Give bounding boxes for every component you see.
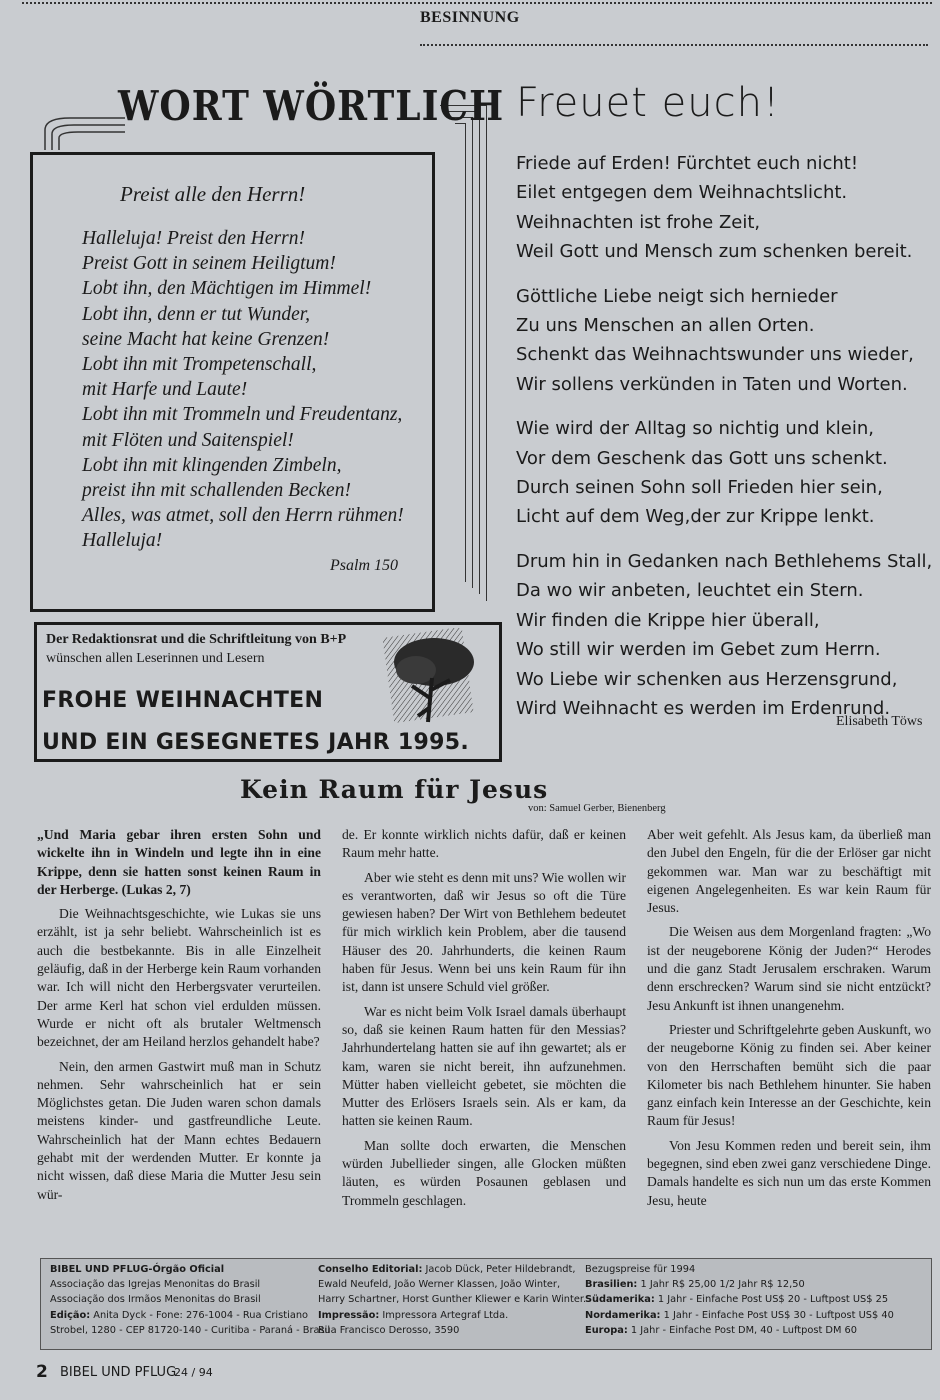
poem-line: Weil Gott und Mensch zum schenken bereit. [516,241,913,263]
imprint-line: Edição: Anita Dyck - Fone: 276-1004 - Rua Cristiano [50,1309,309,1321]
article-column-3 [647,826,931,1210]
imprint-line: Bezugspreise für 1994 [585,1264,696,1275]
imprint-line: Südamerika: 1 Jahr - Einfache Post US$ 20 - Luftpost US$ 25 [585,1294,889,1306]
imprint-line: Brasilien: 1 Jahr R$ 25,00 1/2 Jahr R$ 12,50 [585,1279,805,1291]
psalm-heading: Preist alle den Herrn! [120,182,306,206]
psalm-text [82,226,404,554]
poem-stanza [516,282,932,400]
imprint-line: Rua Francisco Derosso, 3590 [318,1324,460,1336]
imprint-line: Strobel, 1280 - CEP 81720-140 - Curitiba - Paraná - Brasil [50,1324,331,1336]
psalm-reference: Psalm 150 [330,557,398,574]
imprint-line: Impressão: Impressora Artegraf Ltda. [318,1309,509,1321]
article-paragraph: Priester und Schriftgelehrte geben Auskunft, wo der neugeborne König zu finden sei. Aber keiner von den Herrschaften bemüht sich die paar Kilometer bis nach Bethlehem hinunter. Sie haben ganz einfach kein Interesse an der Geschichte, kein Raum für Jesus! [647,1021,931,1129]
poem-line: Licht auf dem Weg,der zur Krippe lenkt. [516,506,875,528]
psalm-line: Halleluja! [82,530,163,552]
article-paragraph: Die Weisen aus dem Morgenland fragten: „Wo ist der neugeborene König der Juden?“ Herodes und die ganz Stadt Jerusalem erschraken. Warum denn erschrecken? Warum sind sie nicht entzückt? Jesu Ankunft ist ihnen unangenehm. [647,924,931,1013]
poem-line: Wo Liebe wir schenken aus Herzensgrund, [516,668,898,690]
imprint-line: Conselho Editorial: Jacob Dück, Peter Hildebrandt, [318,1264,576,1275]
psalm-line: Lobt ihn, den Mächtigen im Himmel! [82,278,372,300]
issue-number: 24 / 94 [174,1366,213,1379]
poem-stanza [516,547,932,723]
imprint-column-2 [318,1262,586,1338]
imprint-column-1 [50,1262,330,1338]
article-column-2 [342,826,626,1210]
greeting-headline-2: UND EIN GESEGNETES JAHR 1995. [42,730,469,755]
psalm-line: Preist Gott in seinem Heiligtum! [82,253,336,275]
poem-line: Da wo wir anbeten, leuchtet ein Stern. [516,580,864,602]
psalm-line: Lobt ihn mit klingenden Zimbeln, [82,454,342,476]
imprint-column-3 [585,1262,894,1338]
imprint-line: BIBEL UND PFLUG-Órgão Oficial [50,1264,225,1275]
article-column-1 [37,826,321,1204]
imprint-line: Europa: 1 Jahr - Einfache Post DM, 40 - Luftpost DM 60 [585,1324,857,1336]
frame-corner-decoration [40,100,130,155]
article-paragraph: Aber wie steht es denn mit uns? Wie wollen wir es verantworten, daß wir Jesus so oft die Türe gewiesen haben? Der Wirt von Bethlehem bedeutet für mich wirklich kein Problem, aber die tausend Häuser des 20. Jahrhunderts, die keinen Raum haben für Jesus. Wenn bei uns kein Raum für ihn ist, dann ist unsere Schuld viel größer. [342,869,626,995]
article-byline: von: Samuel Gerber, Bienenberg [528,803,666,814]
poem-line: Drum hin in Gedanken nach Bethlehems Stall, [516,550,933,572]
wort-woertlich-title: WORT WÖRTLICH [118,82,505,131]
greeting-line-1: Der Redaktionsrat und die Schriftleitung von B+P [46,632,347,647]
magazine-name: BIBEL UND PFLUG [60,1365,177,1380]
article-paragraph: Aber weit gefehlt. Als Jesus kam, da überließ man den Jubel den Engeln, für die der Erlöser gar nicht gekommen war. Man war zu beschäftigt mit eigenen Angelegenheiten. Es war kein Raum für Jesus. [647,827,931,916]
greeting-headline-1: FROHE WEIHNACHTEN [42,688,324,713]
poem-text [516,149,932,738]
psalm-line: mit Harfe und Laute! [82,379,248,401]
poem-line: Wird Weihnacht es werden im Erdenrund. [516,697,891,719]
article-paragraph: Man sollte doch erwarten, die Menschen würden Jubellieder singen, alle Glocken müßten läuten, es würden Posaunen geblasen und Trommeln geschlagen. [342,1137,626,1208]
article-lead: „Und Maria gebar ihren ersten Sohn und wickelte ihn in Windeln und legte ihn in eine Krippe, denn sie hatten sonst keinen Raum in der Herberge. (Lukas 2, 7) [37,827,321,897]
psalm-line: Alles, was atmet, soll den Herrn rühmen! [82,505,404,527]
article-paragraph: Nein, den armen Gastwirt muß man in Schutz nehmen. Sehr wahrscheinlich hat er sein Möglichstes getan. Die Juden waren schon damals meistens kinder- und gastfreundliche Leute. Wahrscheinlich hat der Mann echtes Bedauern gehabt mit der werdenden Mutter. Er konnte ja nicht wissen, daß diese Maria die Mutter Jesu sein wür- [37,1058,321,1202]
top-rule [22,2,932,4]
article-paragraph: Von Jesu Kommen reden und bereit sein, ihm begegnen, sind eben zwei ganz verschiedene Dinge. Damals handelte es sich nun um das erste Kommen Jesu, heute [647,1137,931,1208]
article-title: Kein Raum für Jesus [240,775,549,804]
poem-line: Schenkt das Weihnachtswunder uns wieder, [516,344,914,366]
frame-decoration [455,123,466,582]
poem-line: Wir sollens verkünden in Taten und Worten. [516,373,908,395]
imprint-line: Nordamerika: 1 Jahr - Einfache Post US$ 30 - Luftpost US$ 40 [585,1309,894,1321]
article-paragraph: Die Weihnachtsgeschichte, wie Lukas sie uns erzählt, ist ja sehr beliebt. Wahrscheinlich ist es auch die bestbekannte. Bis in alle Einzelheit geläufig, daß in der Herberge kein Raum vorhanden war. Ich will nicht den Herbergsvater verurteilen. Der arme Kerl hat schon viel erdulden müssen. Wurde er nicht oft als brutaler Weltmensch bezeichnet, der am Heiland herzlos gehandelt habe? [37,906,321,1050]
poem-line: Zu uns Menschen an allen Orten. [516,315,815,337]
psalm-line: Lobt ihn mit Trommeln und Freudentanz, [82,404,403,426]
psalm-line: mit Flöten und Saitenspiel! [82,429,294,451]
psalm-line: seine Macht hat keine Grenzen! [82,328,330,350]
poem-line: Wie wird der Alltag so nichtig und klein, [516,418,874,440]
poem-line: Wo still wir werden im Gebet zum Herrn. [516,639,881,661]
poem-author: Elisabeth Töws [836,714,923,729]
article-paragraph: War es nicht beim Volk Israel damals überhaupt so, daß sie keinen Raum hatten für den Messias? Jahrhundertelang hatten sie auf ihn gewartet; als er kam, waren sie nicht bereit, ihn aufzunehmen. Mütter haben vielleicht gebetet, sie möchten die Mutter des Erlösers Israels sein. Als er kam, da hatten sie keinen Raum. [342,1003,626,1129]
imprint-line: Associação das Igrejas Menonitas do Brasil [50,1279,261,1291]
poem-line: Friede auf Erden! Fürchtet euch nicht! [516,153,859,174]
poem-title: Freuet euch! [516,80,780,126]
poem-line: Eilet entgegen dem Weihnachtslicht. [516,182,848,204]
poem-stanza [516,149,932,267]
psalm-line: Halleluja! Preist den Herrn! [82,228,305,249]
poem-line: Göttliche Liebe neigt sich hernieder [516,285,838,307]
imprint-line: Associação dos Irmãos Menonitas do Brasil [50,1294,261,1306]
psalm-line: Lobt ihn, denn er tut Wunder, [82,303,311,325]
poem-line: Vor dem Geschenk das Gott uns schenkt. [516,447,888,469]
greeting-line-2: wünschen allen Leserinnen und Lesern [46,651,265,666]
poem-line: Weihnachten ist frohe Zeit, [516,211,761,233]
psalm-line: preist ihn mit schallenden Becken! [82,480,351,502]
section-label: BESINNUNG [420,9,520,26]
poem-line: Durch seinen Sohn soll Frieden hier sein, [516,477,883,499]
poem-line: Wir finden die Krippe hier überall, [516,609,820,631]
poem-stanza [516,414,932,532]
article-paragraph: de. Er konnte wirklich nichts dafür, daß er keinen Raum mehr hatte. [342,827,626,861]
tree-illustration [368,628,490,724]
imprint-line: Ewald Neufeld, João Werner Klassen, João Winter, [318,1279,561,1291]
page-number: 2 [36,1362,48,1382]
section-rule [420,44,928,46]
imprint-line: Harry Schartner, Horst Gunther Kliewer e Karin Winter. [318,1294,587,1306]
psalm-line: Lobt ihn mit Trompetenschall, [82,354,317,376]
